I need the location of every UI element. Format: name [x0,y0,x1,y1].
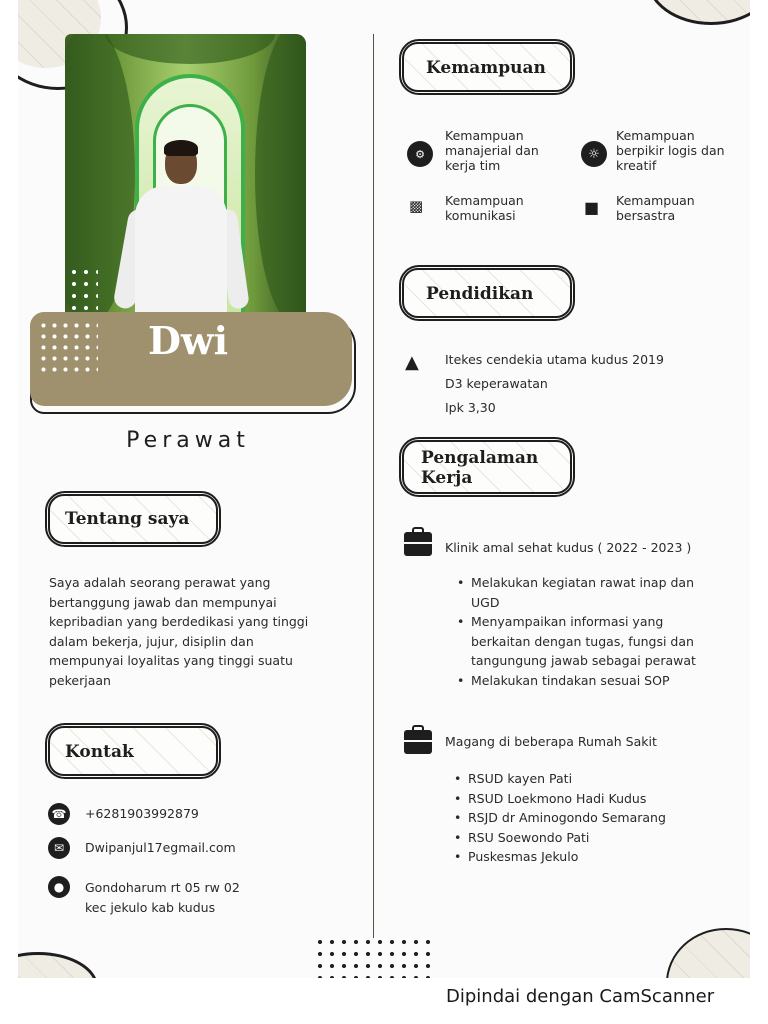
about-text: Saya adalah seorang perawat yang bertanggung jawab dan mempunyai kepribadian yang berdedikasi yang tinggi dalam bekerja, jujur, disiplin dan mempunyai loyalitas yang tinggi suatu pekerjaan [49,575,309,688]
skills-heading-box [402,42,572,92]
skill-item: Kemampuan manajerial dan kerja tim [445,128,539,173]
decorative-corner-bottom-left [18,952,98,978]
contact-address-line1: Gondoharum rt 05 rw 02 [85,880,240,895]
team-icon: ⚙ [407,141,433,167]
skill-item: Kemampuan berpikir logis dan kreatif [616,128,725,173]
graduation-cap-icon: ▲ [405,352,419,373]
person-name: Dwi [147,318,229,363]
experience-heading-box [402,440,572,494]
dot-pattern [68,266,98,316]
about-heading-box [48,494,218,544]
experience-heading-line2: Kerja [421,468,473,488]
list-item: • Menyampaikan informasi yang berkaitan dengan tugas, fungsi dan tangungung jawab sebagai perawat [455,612,717,671]
contact-heading-box [48,726,218,776]
location-icon: ● [48,876,70,898]
lightbulb-icon: ☼ [581,141,607,167]
list-item: • RSUD kayen Pati [452,769,714,789]
skill-item: Kemampuan bersastra [616,193,695,223]
list-item: • RSJD dr Aminogondo Semarang [452,808,714,828]
job-duties-list-1 [455,573,717,691]
resume-page [18,0,750,978]
contact-heading: Kontak [65,742,134,762]
profile-photo [65,34,306,316]
contact-phone: +6281903992879 [85,806,199,821]
briefcase-icon [404,730,432,754]
education-school: Itekes cendekia utama kudus 2019 [445,352,664,367]
education-heading-box [402,268,572,318]
experience-heading-line1: Pengalaman [421,448,539,468]
contact-address-line2: kec jekulo kab kudus [85,900,216,915]
chat-icon: ■ [584,198,600,217]
decorative-corner-bottom-right [666,928,750,978]
briefcase-icon [404,532,432,556]
education-degree: D3 keperawatan [445,376,548,391]
job-title-2: Magang di beberapa Rumah Sakit [445,734,657,749]
email-icon: ✉ [48,837,70,859]
list-item: • RSU Soewondo Pati [452,828,714,848]
contact-email: Dwipanjul17egmail.com [85,840,236,855]
job-title-1: Klinik amal sehat kudus ( 2022 - 2023 ) [445,540,692,555]
scanner-watermark: Dipindai dengan CamScanner [446,986,715,1007]
skill-item: Kemampuan komunikasi [445,193,524,223]
column-divider [373,34,374,938]
job-title: Perawat [126,428,250,453]
phone-icon: ☎ [48,803,70,825]
list-item: • Melakukan tindakan sesuai SOP [455,671,717,691]
job-duties-list-2 [452,769,714,867]
communication-icon: ▩ [409,197,424,215]
list-item: • RSUD Loekmono Hadi Kudus [452,789,714,809]
skills-heading: Kemampuan [426,58,546,78]
decorative-corner-top-right [646,0,750,25]
about-heading: Tentang saya [65,509,190,529]
list-item: • Melakukan kegiatan rawat inap dan UGD [455,573,717,612]
dot-pattern [314,936,434,978]
list-item: • Puskesmas Jekulo [452,847,714,867]
education-gpa: Ipk 3,30 [445,400,496,415]
education-heading: Pendidikan [426,284,534,304]
